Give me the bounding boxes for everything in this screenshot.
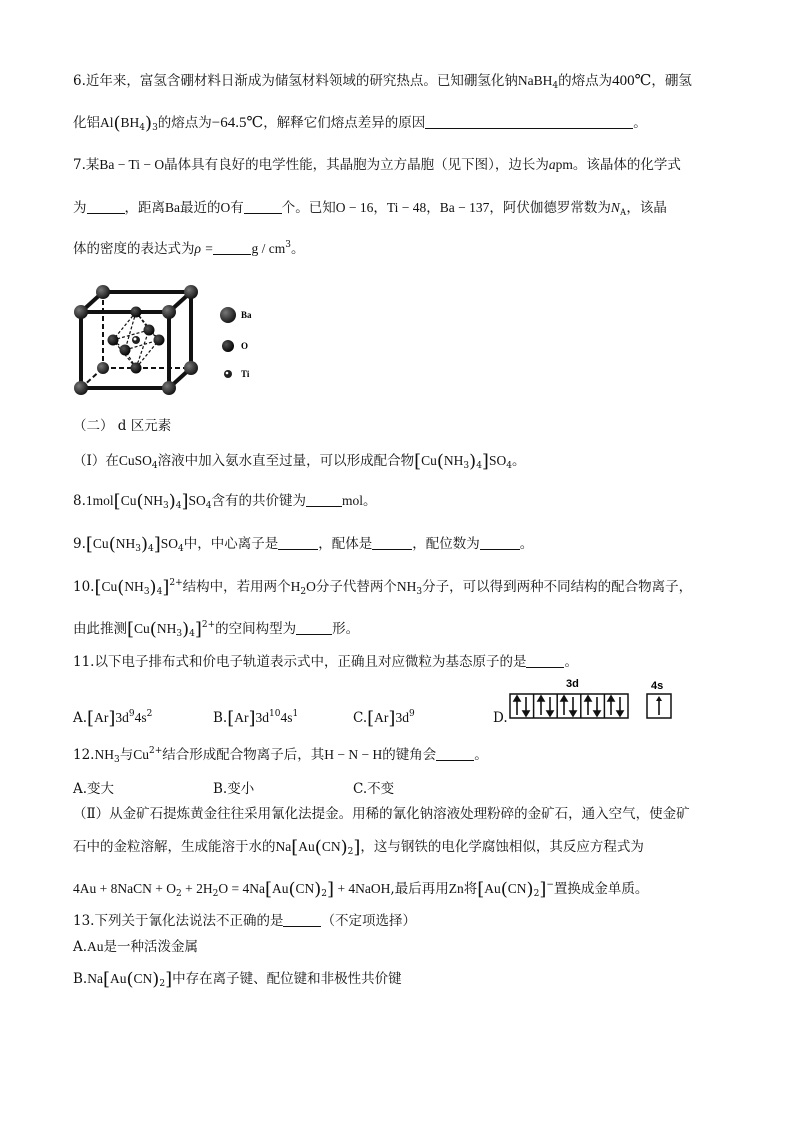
answer-blank[interactable] xyxy=(283,912,321,927)
q6-line-2: 化铝$Al(BH_4)_3$的熔点为−64.5℃，解释它们熔点差异的原因 。 xyxy=(73,113,647,134)
subscript: 4 xyxy=(189,629,195,639)
subscript: 4 xyxy=(205,501,212,511)
q9-text: 。 xyxy=(519,536,534,552)
q8-line: $8.1mol[Cu(NH_3)_4]SO_4$含有的共价键为 mol。 xyxy=(73,491,377,512)
option-text: 中存在离子键、配位键和非极性共价键 xyxy=(172,971,402,987)
au-symbol: Au xyxy=(110,971,127,986)
q12-option-b[interactable]: B.变小 xyxy=(213,781,255,797)
q12-num: 12. xyxy=(73,747,95,763)
orbital-4s-label: 4s xyxy=(651,680,664,692)
part1-text: 溶液中加入氨水直至过量，可以形成配合物 xyxy=(157,453,415,469)
answer-blank[interactable] xyxy=(425,114,633,129)
cu-ion: Cu xyxy=(133,747,149,762)
q7-text: 。该晶体的化学式 xyxy=(572,157,681,173)
q12-option-c[interactable]: C.不变 xyxy=(353,781,395,797)
nh3: NH xyxy=(396,579,417,594)
complex-cu: Cu xyxy=(120,493,137,508)
part-1-intro: （Ⅰ）在CuSO$_4$溶液中加入氨水直至过量，可以形成配合物$[Cu(NH_3)_4]SO_4$。 xyxy=(73,451,526,472)
subscript: 2 xyxy=(300,587,307,597)
answer-blank[interactable] xyxy=(306,492,342,507)
q12-option-a[interactable]: A.变大 xyxy=(73,781,115,797)
answer-blank[interactable] xyxy=(87,199,125,214)
q10-num: 10. xyxy=(73,579,95,595)
legend-ti-marker xyxy=(224,370,232,378)
subscript: 4 xyxy=(506,461,512,471)
edge-length-var: a xyxy=(548,157,556,172)
arrow-head xyxy=(656,696,662,701)
part2-text: （Ⅱ）从金矿石提炼黄金往往采用氰化法提金。用稀的氰化钠溶液处理粉碎的金矿石，通入空气，使金矿 xyxy=(73,806,690,822)
option-label: D. xyxy=(493,710,508,726)
q11-text: 11.以下电子排布式和价电子轨道表示式中，正确且对应微粒为基态原子的是 xyxy=(73,654,527,670)
part1-text: （Ⅰ）在 xyxy=(73,453,119,469)
q8-text: 。 xyxy=(363,493,377,509)
superscript: 10 xyxy=(269,709,281,719)
superscript: 3 xyxy=(285,240,291,250)
q9-text: 中，中心离子是 xyxy=(183,536,279,552)
subscript: 2 xyxy=(321,889,328,899)
q12-text: 。 xyxy=(474,747,488,763)
unit-pm: pm xyxy=(555,157,573,172)
legend-ba-marker xyxy=(220,307,236,323)
subscript: 2 xyxy=(533,889,540,899)
subscript: 4 xyxy=(151,461,158,471)
config: 4s xyxy=(134,710,147,725)
answer-blank[interactable] xyxy=(526,653,564,668)
subscript: 3 xyxy=(463,461,470,471)
answer-blank[interactable] xyxy=(213,240,251,255)
density-symbol: ρ = xyxy=(194,241,214,256)
ar-symbol: Ar xyxy=(234,710,249,725)
complex-cu: Cu xyxy=(101,579,118,594)
answer-blank[interactable] xyxy=(244,199,282,214)
q8-mol: 1mol xyxy=(85,493,114,508)
q7-text: ，该晶 xyxy=(626,200,667,216)
q13-option-a[interactable] xyxy=(73,936,733,958)
legend-o-label: O xyxy=(241,341,249,351)
q13-option-b[interactable]: $B.Na[Au(CN)_2]$中存在离子键、配位键和非极性共价键 xyxy=(73,969,402,990)
subscript: 3 xyxy=(416,587,423,597)
complex-cu: Cu xyxy=(134,621,150,636)
q10-text: 形。 xyxy=(332,621,360,637)
q10-text: 分子代替两个 xyxy=(315,579,397,595)
subscript: 3 xyxy=(176,629,183,639)
option-label: A. xyxy=(73,710,88,726)
bh-formula: BH xyxy=(120,115,140,130)
option-label: B. xyxy=(73,971,88,987)
au-symbol: Au xyxy=(87,939,104,954)
q12-line xyxy=(73,744,733,766)
superscript: 9 xyxy=(408,709,415,719)
q8-num: 8. xyxy=(73,493,86,509)
q7-text: ，阿伏伽德罗常数为 xyxy=(489,200,611,216)
density-unit: g / cm xyxy=(251,241,286,256)
au-symbol: Au xyxy=(298,839,315,854)
config: 3d xyxy=(115,710,129,725)
q6-text: 的熔点为 xyxy=(558,73,613,89)
q9-text: ，配位数为 xyxy=(412,536,480,552)
q7-text: 最近的 xyxy=(180,200,221,216)
part2-text: 置换成金单质。 xyxy=(553,881,649,897)
q10-line-1: $10.[Cu(NH_3)_4]^{2+}$结构中，若用两个$H_2O$分子代替两个$NH_3$分子，可以得到两种不同结构的配合物离子， xyxy=(73,577,693,598)
legend-o-marker xyxy=(222,340,234,352)
q6-text: ，硼氢 xyxy=(651,73,692,89)
part2-text: ,最后再用 xyxy=(390,881,449,897)
superscript: 1 xyxy=(292,709,299,719)
subscript: 4 xyxy=(476,461,482,471)
q13-line xyxy=(73,910,733,932)
subscript: 4 xyxy=(139,123,146,133)
option-label: B. xyxy=(213,710,228,726)
subscript: A xyxy=(619,207,627,217)
melting-point-2: −64.5℃ xyxy=(211,115,264,131)
subscript: 4 xyxy=(156,587,163,597)
complex-nh: NH xyxy=(115,536,136,551)
q11-option-c[interactable]: $C.[Ar]3d^9$ xyxy=(353,708,415,729)
config: 4s xyxy=(280,710,293,725)
nabh4-formula: NaBH xyxy=(517,73,553,88)
q6-text: 化铝 xyxy=(73,115,100,131)
au-symbol: Au xyxy=(484,881,501,896)
part2-text: 石中的金粒溶解，生成能溶于水的 xyxy=(73,839,276,855)
legend-ba-label: Ba xyxy=(241,310,252,320)
subscript: 3 xyxy=(143,587,150,597)
q13-hint: （不定项选择） xyxy=(321,913,416,929)
complex-nh: NH xyxy=(124,579,144,594)
q10-text: 结构中，若用两个 xyxy=(182,579,291,595)
q10-text: 的空间构型为 xyxy=(215,621,297,637)
q9-num: 9. xyxy=(73,536,86,552)
subscript: 2 xyxy=(347,847,354,857)
ar-symbol: Ar xyxy=(374,710,389,725)
option-label: A. xyxy=(73,939,88,955)
orbital-3d-label: 3d xyxy=(566,678,579,690)
al-formula: Al xyxy=(100,115,114,130)
answer-blank[interactable] xyxy=(278,535,318,550)
q6-line-1 xyxy=(73,70,733,92)
part2-text: 将 xyxy=(463,881,478,897)
q7-text: 个。已知 xyxy=(281,200,336,216)
q12-text: 结合形成配合物离子后，其 xyxy=(162,747,325,763)
cn-group: CN xyxy=(321,839,341,854)
subscript: 3 xyxy=(113,755,120,765)
na-symbol: Na xyxy=(87,971,103,986)
orbital-diagram xyxy=(505,676,675,722)
subscript: 3 xyxy=(162,501,169,511)
h2o-o: O xyxy=(306,579,316,594)
subscript: 4 xyxy=(175,501,182,511)
q13-text: 13.下列关于氰化法说法不正确的是 xyxy=(73,913,284,929)
complex-cu: Cu xyxy=(92,536,109,551)
answer-blank[interactable] xyxy=(480,535,520,550)
avogadro-symbol: N xyxy=(610,200,620,215)
q12-text: 的键角会 xyxy=(382,747,437,763)
q7-line-1 xyxy=(73,154,733,176)
q8-unit: mol xyxy=(342,493,364,508)
cn-group: CN xyxy=(295,881,315,896)
ba-ti-o-formula: Ba − Ti − O xyxy=(99,157,165,172)
q7-line-2 xyxy=(73,197,733,219)
complex-so: SO xyxy=(488,453,507,468)
q7-text: 。 xyxy=(290,241,305,257)
subscript: 2 xyxy=(212,889,219,899)
q11-line xyxy=(73,651,733,673)
config: 3d xyxy=(395,710,409,725)
ba-symbol: Ba xyxy=(165,200,180,215)
option-text: 是一种活泼金属 xyxy=(103,939,199,955)
complex-so: SO xyxy=(188,493,206,508)
q11-text: 。 xyxy=(564,654,578,670)
cuso4-formula: CuSO xyxy=(118,453,152,468)
zn-symbol: Zn xyxy=(448,881,464,896)
section-title-text: （二） d 区元素 xyxy=(73,418,172,434)
q12-text: 与 xyxy=(119,747,134,763)
charge-sup: 2+ xyxy=(201,620,216,630)
subscript: 3 xyxy=(135,544,141,554)
cn-group: CN xyxy=(133,971,153,986)
section-2-title xyxy=(73,415,733,437)
ar-symbol: Ar xyxy=(94,710,109,725)
melting-point-1: 400℃ xyxy=(612,73,652,89)
q6-text: 的熔点为 xyxy=(157,115,212,131)
subscript: 4 xyxy=(178,544,184,554)
part-2-equation: 4Au + 8NaCN + $O_2 + 2H_2O = 4Na[Au(CN)_2]$ + 4NaOH,最后再用Zn将$[Au(CN)_2]^-$置换成金单质。 xyxy=(73,879,649,900)
superscript: 2+ xyxy=(148,746,163,756)
crystal-cell-figure xyxy=(73,282,273,400)
part2-text: ，这与钢铁的电化学腐蚀相似，其反应方程式为 xyxy=(360,839,644,855)
q6-text: 6.近年来，富氢含硼材料日渐成为储氢材料领域的研究热点。已知硼氢化钠 xyxy=(73,73,518,89)
complex-nh: NH xyxy=(156,621,177,636)
q7-text: 体的密度的表达式为 xyxy=(73,241,195,257)
complex-nh: NH xyxy=(143,493,163,508)
subscript: 4 xyxy=(552,81,559,91)
part-2-line-2: 石中的金粒溶解，生成能溶于水的$Na[Au(CN)_2]$，这与钢铁的电化学腐蚀相似，其反应方程式为 xyxy=(73,837,644,858)
q11-option-a[interactable]: $A.[Ar]3d^94s^2$ xyxy=(73,708,153,729)
q12-options xyxy=(73,778,733,800)
charge-sup: − xyxy=(546,880,554,890)
ti-highlight xyxy=(134,338,137,341)
q10-text: 分子，可以得到两种不同结构的配合物离子， xyxy=(422,579,693,595)
legend-ti-highlight xyxy=(226,372,229,375)
o-symbol: O xyxy=(220,200,231,215)
superscript: 9 xyxy=(128,709,135,719)
na-symbol: Na xyxy=(275,839,292,854)
equation-part: O = 4Na xyxy=(218,881,265,896)
complex-cu: Cu xyxy=(421,453,437,468)
subscript: 2 xyxy=(159,979,166,989)
h2o-h: H xyxy=(290,579,301,594)
answer-blank[interactable] xyxy=(372,535,412,550)
equation-part: + 4NaOH xyxy=(334,881,391,896)
answer-blank[interactable] xyxy=(436,746,474,761)
q7-text: 晶体具有良好的电学性能，其晶胞为立方晶胞（见下图），边长为 xyxy=(164,157,549,173)
subscript: 2 xyxy=(175,889,182,899)
q10-line-2: 由此推测$[Cu(NH_3)_4]^{2+}$的空间构型为 形。 xyxy=(73,619,360,640)
q9-text: ，配体是 xyxy=(318,536,373,552)
q11-option-b[interactable]: $B.[Ar]3d^{10}4s^1$ xyxy=(213,708,299,729)
electron-arrows xyxy=(514,696,623,716)
q10-text: 由此推测 xyxy=(73,621,127,637)
nh3: NH xyxy=(94,747,114,762)
legend-ti-label: Ti xyxy=(241,369,250,379)
config: 3d xyxy=(255,710,270,725)
complex-nh: NH xyxy=(443,453,464,468)
q6-text: 。 xyxy=(633,115,647,131)
q8-text: 含有的共价键为 xyxy=(211,493,307,509)
charge-sup: 2+ xyxy=(169,578,183,588)
cn-group: CN xyxy=(507,881,527,896)
equation-part: 4Au + 8NaCN + O xyxy=(73,881,176,896)
q7-text: 7.某 xyxy=(73,157,100,173)
q7-text: 有 xyxy=(230,200,244,216)
option-label: C. xyxy=(353,710,368,726)
equation-part: + 2H xyxy=(181,881,213,896)
superscript: 2 xyxy=(146,709,153,719)
atomic-masses: O − 16，Ti − 48，Ba − 137 xyxy=(335,200,490,215)
part-2-line-1 xyxy=(73,803,733,825)
q7-line-3 xyxy=(73,238,733,260)
hnh-angle: H − N − H xyxy=(324,747,383,762)
part1-text: 。 xyxy=(511,453,526,469)
answer-blank[interactable] xyxy=(296,620,332,635)
q7-text: 为 xyxy=(73,200,87,216)
subscript: 4 xyxy=(147,544,154,554)
complex-so: SO xyxy=(160,536,179,551)
au-symbol: Au xyxy=(271,881,289,896)
q6-text: ，解释它们熔点差异的原因 xyxy=(263,115,426,131)
q7-text: ，距离 xyxy=(124,200,165,216)
q9-line: $9.[Cu(NH_3)_4]SO_4$中，中心离子是 ，配体是 ，配位数为 。 xyxy=(73,534,534,555)
subscript: 3 xyxy=(152,123,158,133)
